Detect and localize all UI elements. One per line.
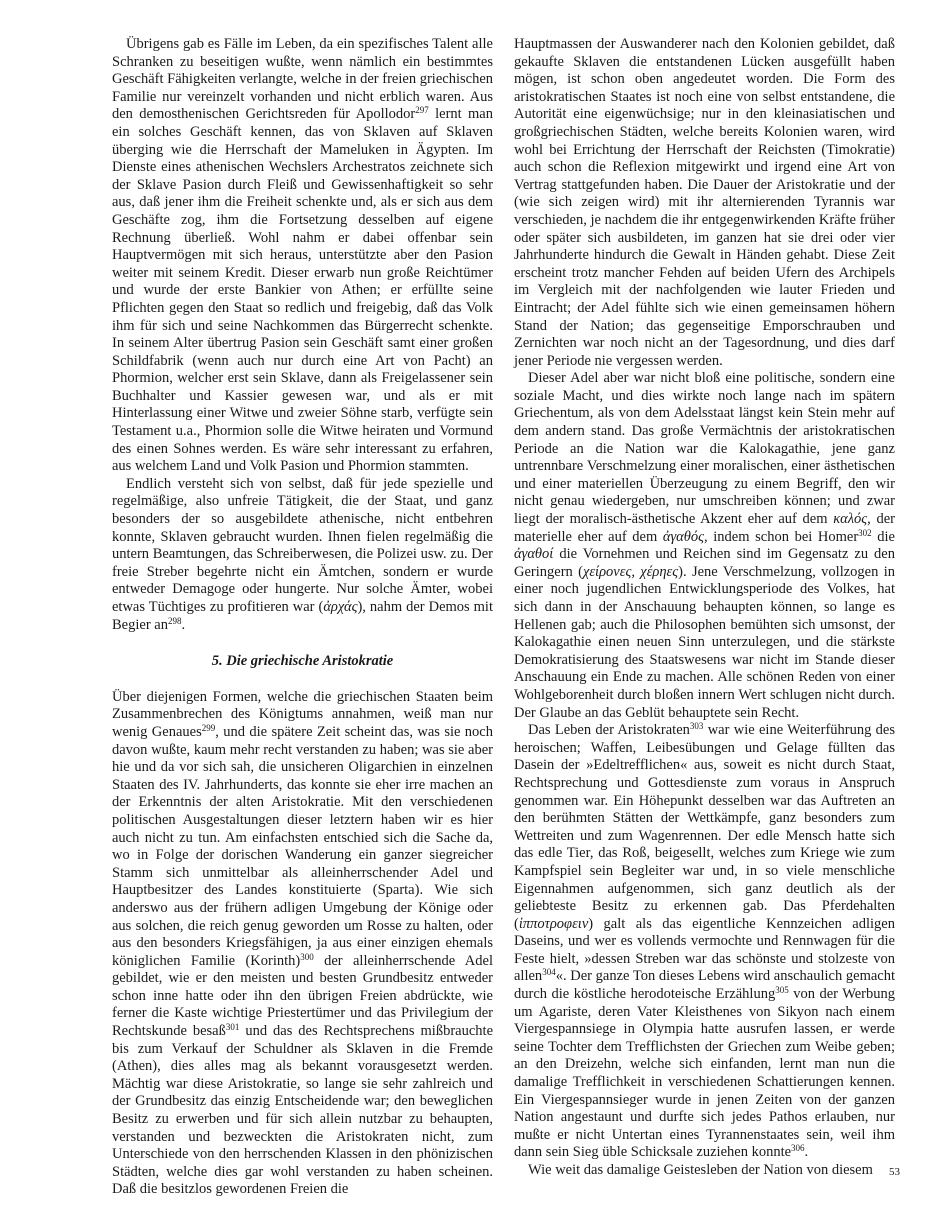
paragraph-aristocrat-life: Das Leben der Aristokraten$^{303}$ war wie eine Weiterführung des heroischen; Waffen, Leibesübungen und Gelage füllten das Dasein der »Edeltrefflichen« aus, soweit es nicht durch Staat, Rechtsprechung und Gottesdienste zum voraus in Anspruch genommen war. Ein Höhepunkt desselben war das Auftreten an den berühmten Stätten der Wettkämpfe, ganz besonders zum Wettreiten und zum Wagenrennen. Der edle Mensch hatte sich das edle Tier, das Roß, beigesellt, welches zum Kriege wie zum Kampfspiel sein Begleiter war und, in so viele menschliche Eigennahmen aufgenommen, sich ganz deutlich als der geliebteste Besitz zu erkennen gab. Das Pferdehalten (ἱπποτροφειν) galt als das eigentliche Kennzeichen adligen Daseins, und wer es vollends vermochte und Rennwagen für die Feste hielt, »dessen Streben war das schönste und stolzeste von allen$^{304}$«. Der ganze Ton dieses Lebens wird anschaulich gemacht durch die köstliche herodoteische Erzählung$^{305}$ von der Werbung um Agariste, deren Vater Kleisthenes von Sikyon nach einem Viergespannsiege in Olympia hatte ausrufen lassen, er werde seine Tochter dem Trefflichsten der Griechen zum Weibe geben; an den Dreizehn, welche sich einfanden, lernt man nun die damalige Trefflichkeit in verschiedenen Schattierungen kennen. Ein Viergespannsieger wurde in jenen Zeiten von der ganzen Nation angestaunt und durfte sich jedes Pathos erlauben, nur mußte er nicht Untertan eines Tyrannenstaates sein, weil ihm dann sein Sieg üble Schicksale zuziehen konnte$^{306}$. (514, 721, 896, 1161)
footnote-ref-301[interactable]: 301 (225, 1022, 240, 1033)
footnote-ref-306[interactable]: 306 (791, 1143, 805, 1154)
footnote-ref-305[interactable]: 305 (775, 985, 789, 996)
footnote-ref-297[interactable]: 297 (415, 105, 429, 116)
greek-term: ἀρχάς (323, 599, 358, 615)
section-heading: 5. Die griechische Aristokratie (211, 653, 394, 670)
greek-term: ἀγαθοί (514, 546, 554, 563)
footnote-ref-298[interactable]: 298 (167, 615, 182, 626)
right-column (514, 36, 895, 1180)
greek-term: χείρονες, χέρηες (582, 563, 679, 580)
paragraph-continuation: Hauptmassen der Auswanderer nach den Kolonien gebildet, daß gekaufte Sklaven die entstandenen Lücken ausgefüllt haben mögen, ist schon oben angedeutet worden. Die Form des aristokratischen Staates ist noch eine von selbst entstandene, die Autorität eine eigenwüchsige; nur in den kleinasiatischen und großgriechischen Städten, welche bereits Kolonien waren, wird wohl bei Errichtung der Herrschaft der Reichsten (Timokratie) auch schon die Reflexion mitgewirkt und irgend eine Art von Vertrag stattgefunden haben. Die Dauer der Aristokratie und der (wie sich zeigen wird) mit ihr alternierenden Tyrannis war verschieden, je nachdem die ihr entgegenwirkenden Kräfte früher oder später sich ausbildeten, im ganzen hat sie drei oder vier Jahrhunderte hindurch die Gewalt in Händen gehabt. Diese Zeit erscheint trotz mancher Fehden auf beiden Ufern des Archipels im Vergleich mit der nachfolgenden wie lauter Frieden und Eintracht; der Adel fühlte sich wie einen gemeinsamen höhern Stand der Nation; das gegenseitige Emporschrauben und Zernichten war noch nicht an der Tagesordnung, und dies darf jener Periode nie vergessen werden. (514, 36, 895, 369)
page-number: 53 (889, 1166, 900, 1178)
footnote-ref-302[interactable]: 302 (858, 527, 872, 538)
greek-term: καλός (833, 511, 868, 528)
footnote-ref-299[interactable]: 299 (201, 722, 216, 733)
paragraph-aristocracy-origins: Über diejenigen Formen, welche die griechischen Staaten beim Zusammenbrechen des Königtums annahmen, weiß man nur wenig Genaues$^{299}$, und die spätere Zeit scheint das, was sie noch davon wußte, kaum mehr recht verstanden zu haben; was sie aber hie und da vor sich sah, die unsicheren Oligarchien in einzelnen Staaten des IV. Jahrhunderts, das konnte sie eher irre machen an der Erkenntnis der alten Aristokratie. Mit den verschiedenen politischen Ausgestaltungen dieser letztern haben wir es hier auch nicht zu tun. Am einfachsten entschied sich die Sache da, wo in Folge der dorischen Wanderung ein ganzer siegreicher Stamm sich unmittelbar als alleinherrschender Adel und Hauptbesitzer des Landes konstituierte (Sparta). Wie sich anderswo aus der frühern adligen Umgebung der Könige oder aus solchen, die reich genug geworden um Rosse zu halten, oder aus den besonders Kriegsfähigen, ja aus einer einzigen ehemals königlichen Familie (Korinth)$^{300}$ der alleinherrschende Adel gebildet, wie er den meisten und besten Grundbesitz entweder schon inne hatte oder ihn den übrigen Freien abdrückte, wie ferner die Kaste wichtige Priestertümer und das Privilegium der Rechtskunde besaß$^{301}$ und das des Rechtsprechens mißbrauchte bis zum Verkauf der Schuldner als Sklaven in die Fremde (Athen), dies alles mag als bekannt vorausgesetzt werden. Mächtig war diese Aristokratie, so lange sie sehr zahlreich und der Grundbesitz das einzig Entscheidende war; den beweglichen Besitz zu erwerben und für sich allein nutzbar zu behaupten, verstanden und bezweckten die Aristokraten nicht, zum Unterschiede von den herrschenden Klassen in den phönizischen Städten, welche dies gar wohl verstanden zu haben scheinen. Daß die besitzlos gewordenen Freien die (112, 688, 493, 1198)
footnote-ref-300[interactable]: 300 (300, 951, 314, 962)
greek-term: ἀγαθός (662, 528, 705, 545)
paragraph-pasion: Übrigens gab es Fälle im Leben, da ein spezifisches Talent alle Schranken zu beseitigen wußte, wenn nämlich ein bestimmtes Geschäft Fähigkeiten verlangte, welche in der freien griechischen Familie nur vereinzelt vorhanden und nicht erblich waren. Aus den demosthenischen Gerichtsreden für Apollodor$^{297}$ lernt man ein solches Geschäft kennen, das von Sklaven auf Sklaven überging wie die Herrschaft der Mameluken in Ägypten. Im Dienste eines athenischen Wechslers Archestratos zeichnete sich der Sklave Pasion durch Fleiß und Gewissenhaftigkeit so sehr aus, daß jener ihm die Freiheit schenkte und, als er sich aus dem Geschäfte zog, ihm die Fortsetzung desselben auf eigene Rechnung überließ. Wohl nahm er dabei offenbar sein Hauptvermögen mit sich heraus, unterstützte aber den Pasion weiter mit seinem Kredit. Dieser erwarb nun große Reichtümer und wurde der erste Bankier von Athen; er erfüllte seine Pflichten gegen den Staat so redlich und freigebig, daß das Volk ihm für sich und seine Nachkommen das Bürgerrecht schenkte. In seinem Alter übertrug Pasion sein Geschäft samt einer großen Schildfabrik (wenn auch nur durch eine Art von Pacht) an Phormion, welcher erst sein Sklave, dann als Freigelassener sein Buchhalter und Kassier gewesen war, und als er mit Hinterlassung einer Witwe und zweier Söhne starb, verfügte sein Testament u.a., Phormion solle die Witwe heiraten und Vormund des einen Sohnes werden. Es wäre sehr interessant zu erfahren, aus welchem Land und Volk Pasion und Phormion stammten. (112, 36, 493, 475)
paragraph-slaves-offices: Endlich versteht sich von selbst, daß für jede spezielle und regelmäßige, also unfreie Tätigkeit, die der Staat, und ganz besonders der so ausgebildete athenische, nicht entbehren konnte, Sklaven gebraucht wurden. Ihnen fielen regelmäßig die untern Beamtungen, das Schreiberwesen, die Polizei usw. zu. Der freie Streber begehrte nicht ein Ämtchen, sondern er wurde entweder Demagoge oder hungerte. Nur solche Ämter, wobei etwas Tüchtiges zu profitieren war (ἀρχάς), nahm der Demos mit Begier $an^{298}$. (112, 475, 493, 633)
footnote-ref-304[interactable]: 304 (542, 967, 556, 978)
paragraph-kalokagathie: Dieser Adel aber war nicht bloß eine politische, sondern eine soziale Macht, und dies wirkte noch lange nach im spätern Griechentum, als von dem Adelsstaat längst kein Stein mehr auf dem andern stand. Das große Vermächtnis der aristokratischen Periode an die Nation war die Kalokagathie, jene ganz untrennbare Verschmelzung einer moralischen, einer ästhetischen und einer materiellen Überzeugung zu einem Begriff, den wir nicht genau wiedergeben, nur umschreiben können; und zwar liegt der moralisch-ästhetische Akzent eher auf dem καλός, der materielle eher auf dem ἀγαθός, indem schon bei Homer$^{302}$ die ἀγαθοί die Vornehmen und Reichen sind im Gegensatz zu den Geringern (χείρονες, χέρηες). Jene Verschmelzung, vollzogen in einer noch jugendlichen Entwicklungsperiode des Volkes, hat sich dann in der Anschauung behaupten können, so lange es Hellenen gab; auch die Philosophen bemühten sich umsonst, der Kalokagathie einen neuen Sinn unterzulegen, und die stärkste Demokratisierung des Staatswesens war nicht im Stande dieser Anschauung ein Ende zu machen. Alle schönen Reden von einer Wohlgeborenheit durch bloßen innern Wert schlugen nicht durch. Der Glaube an das Geblüt behauptete sein Recht. (514, 370, 895, 721)
greek-term: ἱπποτροφειν (518, 915, 589, 932)
footnote-ref-303[interactable]: 303 (689, 721, 704, 732)
left-column (112, 36, 493, 1199)
paragraph-spiritual-life: Wie weit das damalige Geistesleben der Nation von diesem (528, 1162, 873, 1178)
